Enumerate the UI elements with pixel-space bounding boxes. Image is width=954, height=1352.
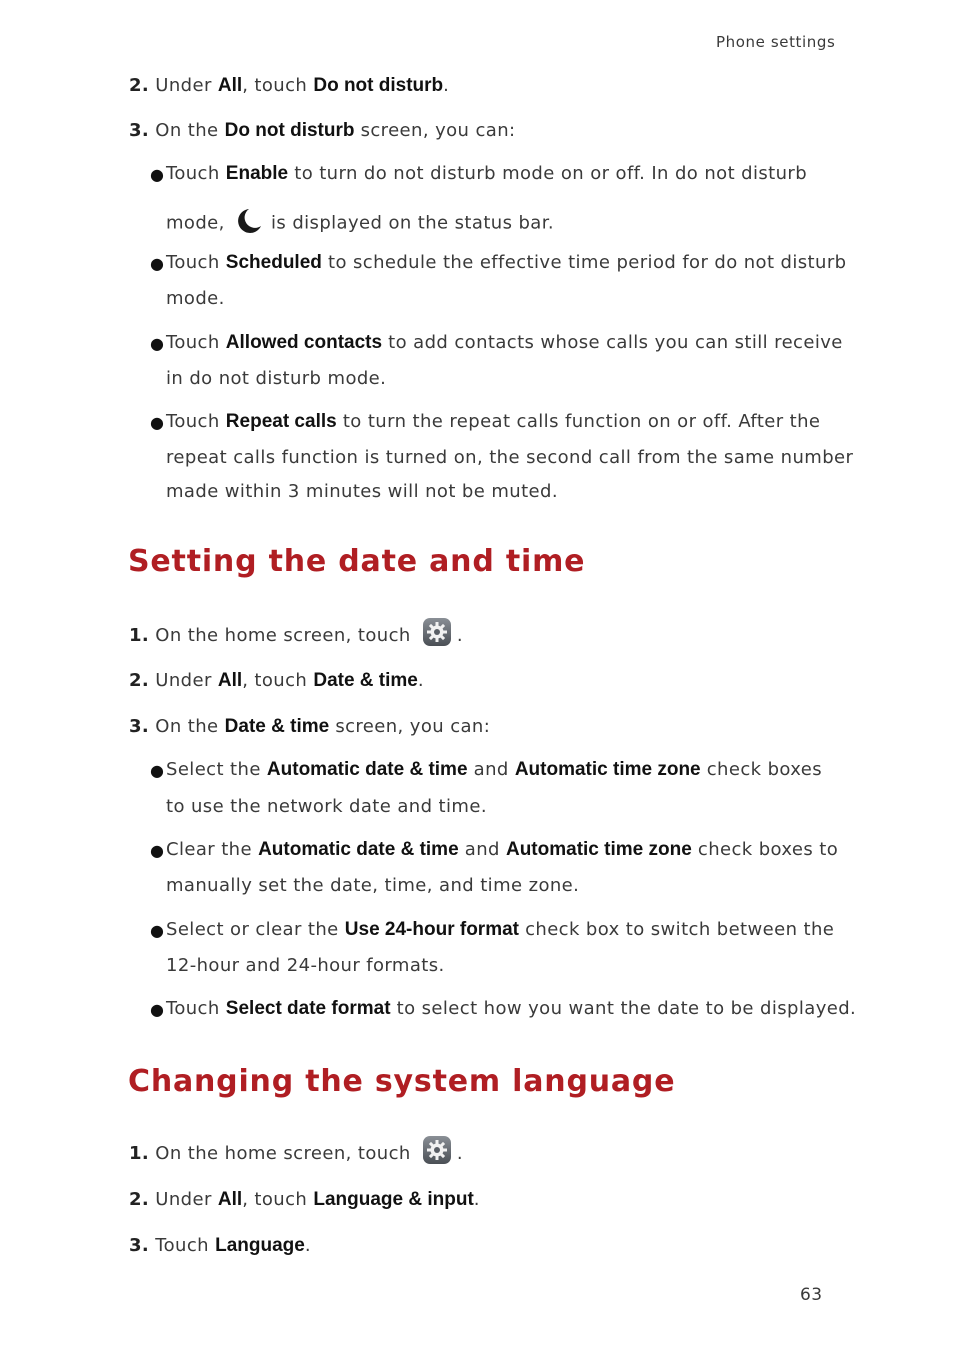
bullet-icon: ● [150, 254, 165, 273]
date-step-2: 2. Under All, touch Date & time. [129, 670, 424, 691]
bullet-icon: ● [150, 334, 165, 353]
list-item: Select the Automatic date & time and Automatic time zone check boxes [166, 759, 823, 780]
settings-gear-icon [423, 618, 451, 646]
list-item: Touch Enable to turn do not disturb mode on or off. In do not disturb [166, 163, 808, 184]
list-item-cont: repeat calls function is turned on, the second call from the same number [166, 447, 854, 468]
bullet-icon: ● [150, 165, 165, 184]
running-header: Phone settings [716, 33, 836, 51]
dnd-step-3: 3. On the Do not disturb screen, you can: [129, 120, 516, 141]
list-item: Touch Select date format to select how you want the date to be displayed. [166, 998, 857, 1019]
list-item-cont: mode, is displayed on the status bar. [166, 206, 554, 241]
list-item-cont: to use the network date and time. [166, 796, 487, 817]
page-number: 63 [800, 1285, 823, 1305]
lang-step-2: 2. Under All, touch Language & input. [129, 1189, 480, 1210]
list-item: Touch Scheduled to schedule the effective time period for do not disturb [166, 252, 847, 273]
section-title-date-time: Setting the date and time [128, 544, 586, 579]
bullet-icon: ● [150, 921, 165, 940]
bullet-icon: ● [150, 1000, 165, 1019]
lang-step-1: 1. On the home screen, touch . [129, 1143, 463, 1164]
lang-step-3: 3. Touch Language. [129, 1235, 311, 1256]
dnd-step-2: 2. Under All, touch Do not disturb. [129, 75, 450, 96]
list-item: Select or clear the Use 24-hour format check box to switch between the [166, 919, 835, 940]
moon-icon [231, 206, 265, 241]
section-title-language: Changing the system language [128, 1064, 676, 1099]
list-item-cont: mode. [166, 288, 225, 309]
settings-gear-icon [423, 1136, 451, 1164]
bullet-icon: ● [150, 841, 165, 860]
bullet-icon: ● [150, 761, 165, 780]
list-item-cont: made within 3 minutes will not be muted. [166, 481, 558, 502]
date-step-1: 1. On the home screen, touch . [129, 625, 463, 646]
list-item: Clear the Automatic date & time and Automatic time zone check boxes to [166, 839, 839, 860]
date-step-3: 3. On the Date & time screen, you can: [129, 716, 491, 737]
list-item-cont: 12-hour and 24-hour formats. [166, 955, 445, 976]
list-item-cont: manually set the date, time, and time zone. [166, 875, 580, 896]
list-item: Touch Allowed contacts to add contacts whose calls you can still receive [166, 332, 843, 353]
list-item-cont: in do not disturb mode. [166, 368, 387, 389]
list-item: Touch Repeat calls to turn the repeat calls function on or off. After the [166, 411, 821, 432]
bullet-icon: ● [150, 413, 165, 432]
